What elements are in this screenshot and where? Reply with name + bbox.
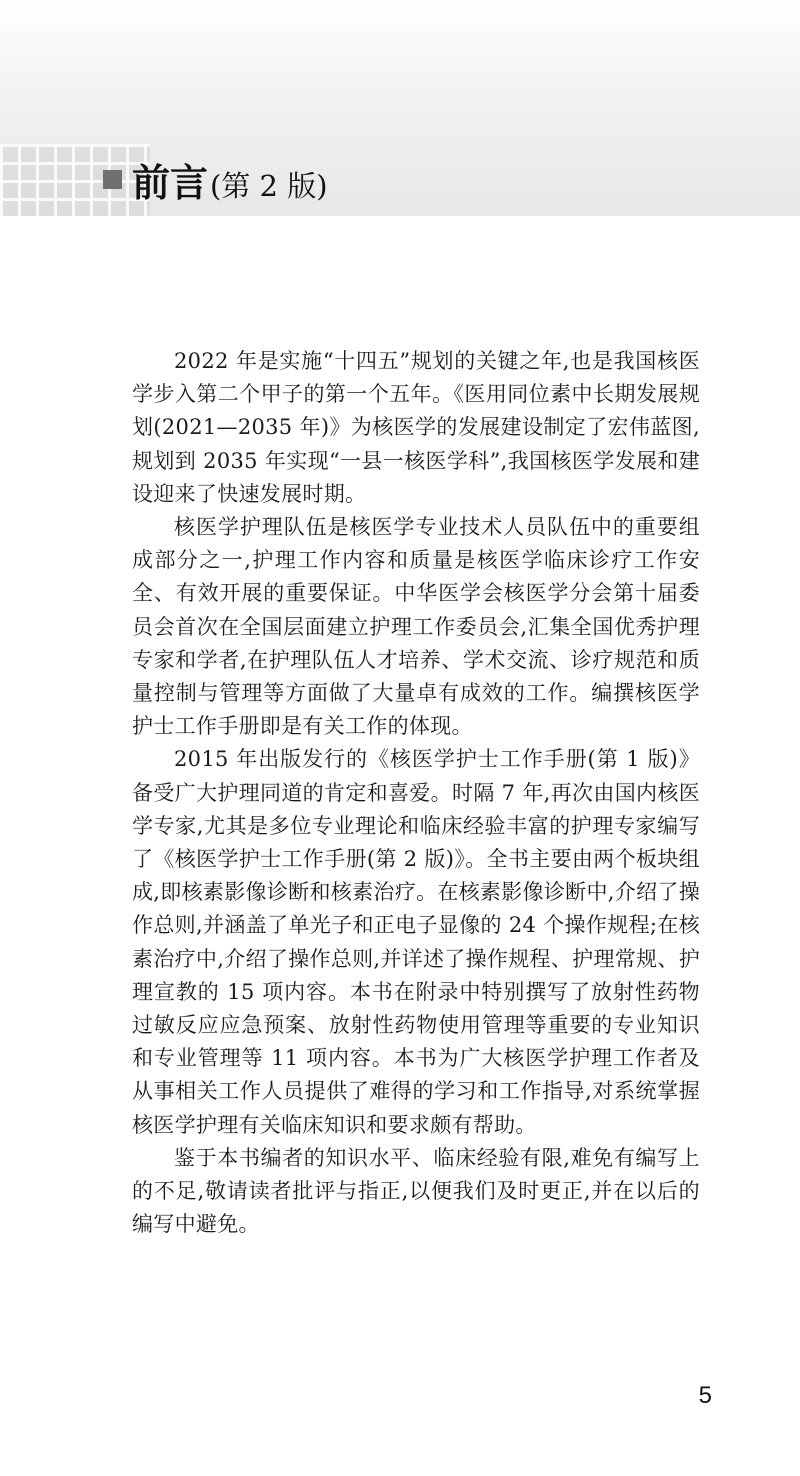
- page-title: [132, 152, 328, 208]
- square-bullet-icon: [103, 170, 122, 189]
- title-edition: (第 2 版): [210, 169, 328, 203]
- decorative-tile-grid: [0, 144, 150, 216]
- paragraph-3: 2015 年出版发行的《核医学护士工作手册(第 1 版)》备受广大护理同道的肯定和喜爱。时隔 7 年,再次由国内核医学专家,尤其是多位专业理论和临床经验丰富的护理专家编写了《核医学护士工作手册(第 2 版)》。全书主要由两个板块组成,即核素影像诊断和核素治疗。在核素影像诊断中,介绍了操作总则,并涵盖了单光子和正电子显像的 24 个操作规程;在核素治疗中,介绍了操作总则,并详述了操作规程、护理常规、护理宣教的 15 项内容。本书在附录中特别撰写了放射性药物过敏反应应急预案、放射性药物使用管理等重要的专业知识和专业管理等 11 项内容。本书为广大核医学护理工作者及从事相关工作人员提供了难得的学习和工作指导,对系统掌握核医学护理有关临床知识和要求颇有帮助。: [132, 747, 700, 1137]
- page-number: 5: [698, 1382, 712, 1409]
- paragraph-2: 核医学护理队伍是核医学专业技术人员队伍中的重要组成部分之一,护理工作内容和质量是核医学临床诊疗工作安全、有效开展的重要保证。中华医学会核医学分会第十届委员会首次在全国层面建立护理工作委员会,汇集全国优秀护理专家和学者,在护理队伍人才培养、学术交流、诊疗规范和质量控制与管理等方面做了大量卓有成效的工作。编撰核医学护士工作手册即是有关工作的体现。: [132, 515, 700, 739]
- paragraph-1: 2022 年是实施“十四五”规划的关键之年,也是我国核医学步入第二个甲子的第一个五年。《医用同位素中长期发展规划(2021—2035 年)》为核医学的发展建设制定了宏伟蓝图,规划到 2035 年实现“一县一核医学科”,我国核医学发展和建设迎来了快速发展时期。: [132, 349, 700, 506]
- title-main: 前言: [132, 161, 209, 205]
- paragraph-4: 鉴于本书编者的知识水平、临床经验有限,难免有编写上的不足,敬请读者批评与指正,以便我们及时更正,并在以后的编写中避免。: [132, 1145, 700, 1237]
- preface-body: [132, 345, 700, 1241]
